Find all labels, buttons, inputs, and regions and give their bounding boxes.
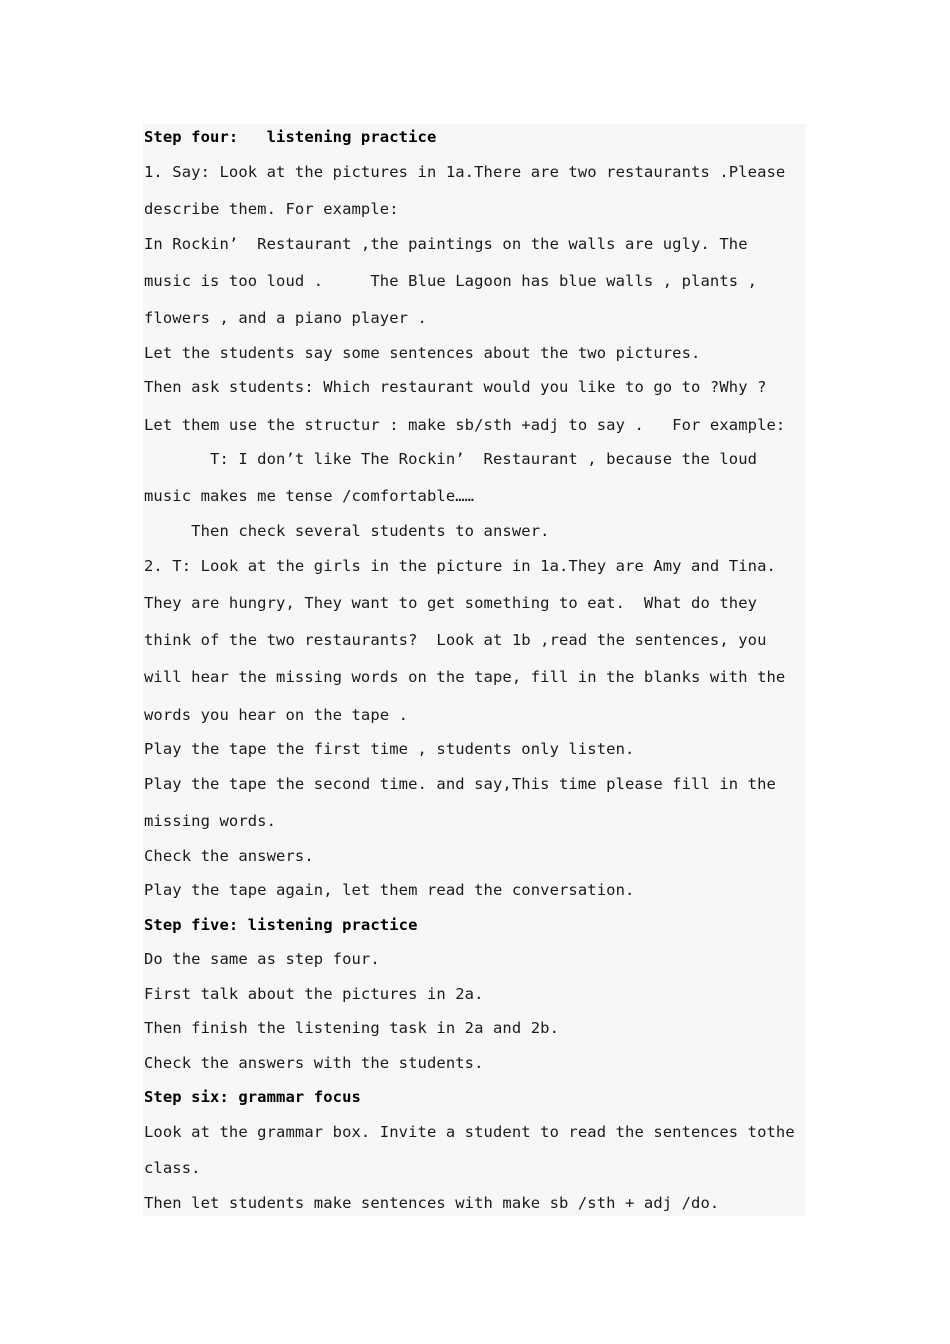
text-line: Do the same as step four. <box>144 950 380 968</box>
text-line: They are hungry, They want to get something to eat. What do they <box>144 594 758 612</box>
heading-step-five: Step five: listening practice <box>144 916 418 934</box>
text-line: music is too loud . The Blue Lagoon has blue walls , plants , <box>144 272 758 290</box>
text-line: words you hear on the tape . <box>144 706 409 724</box>
text-line: Then ask students: Which restaurant would you like to go to ?Why ? <box>144 378 767 396</box>
text-line: think of the two restaurants? Look at 1b ,read the sentences, you <box>144 631 767 649</box>
text-line: Look at the grammar box. Invite a student to read the sentences tothe <box>144 1123 795 1141</box>
text-line: Then check several students to answer. <box>144 522 550 540</box>
text-line: 1. Say: Look at the pictures in 1a.There are two restaurants .Please <box>144 163 786 181</box>
text-line: T: I don’t like The Rockin’ Restaurant , because the loud <box>144 450 758 468</box>
text-line: Then finish the listening task in 2a and 2b. <box>144 1019 559 1037</box>
heading-step-six: Step six: grammar focus <box>144 1088 361 1106</box>
text-line: Let the students say some sentences about the two pictures. <box>144 344 701 362</box>
text-line: describe them. For example: <box>144 200 399 218</box>
text-line: In Rockin’ Restaurant ,the paintings on the walls are ugly. The <box>144 235 748 253</box>
text-line: Play the tape the second time. and say,This time please fill in the <box>144 775 776 793</box>
text-line: Check the answers with the students. <box>144 1054 484 1072</box>
text-line: flowers , and a piano player . <box>144 309 427 327</box>
text-line: music makes me tense /comfortable…… <box>144 487 475 505</box>
heading-step-four: Step four: listening practice <box>144 128 437 146</box>
text-line: 2. T: Look at the girls in the picture in 1a.They are Amy and Tina. <box>144 557 776 575</box>
text-line: will hear the missing words on the tape, fill in the blanks with the <box>144 668 786 686</box>
text-line: Play the tape again, let them read the conversation. <box>144 881 635 899</box>
text-line: class. <box>144 1159 201 1177</box>
text-line: First talk about the pictures in 2a. <box>144 985 484 1003</box>
text-line: Check the answers. <box>144 847 314 865</box>
text-line: missing words. <box>144 812 277 830</box>
text-line: Play the tape the first time , students only listen. <box>144 740 635 758</box>
text-line: Let them use the structur : make sb/sth +adj to say . For example: <box>144 416 786 434</box>
text-line: Then let students make sentences with make sb /sth + adj /do. <box>144 1194 720 1212</box>
